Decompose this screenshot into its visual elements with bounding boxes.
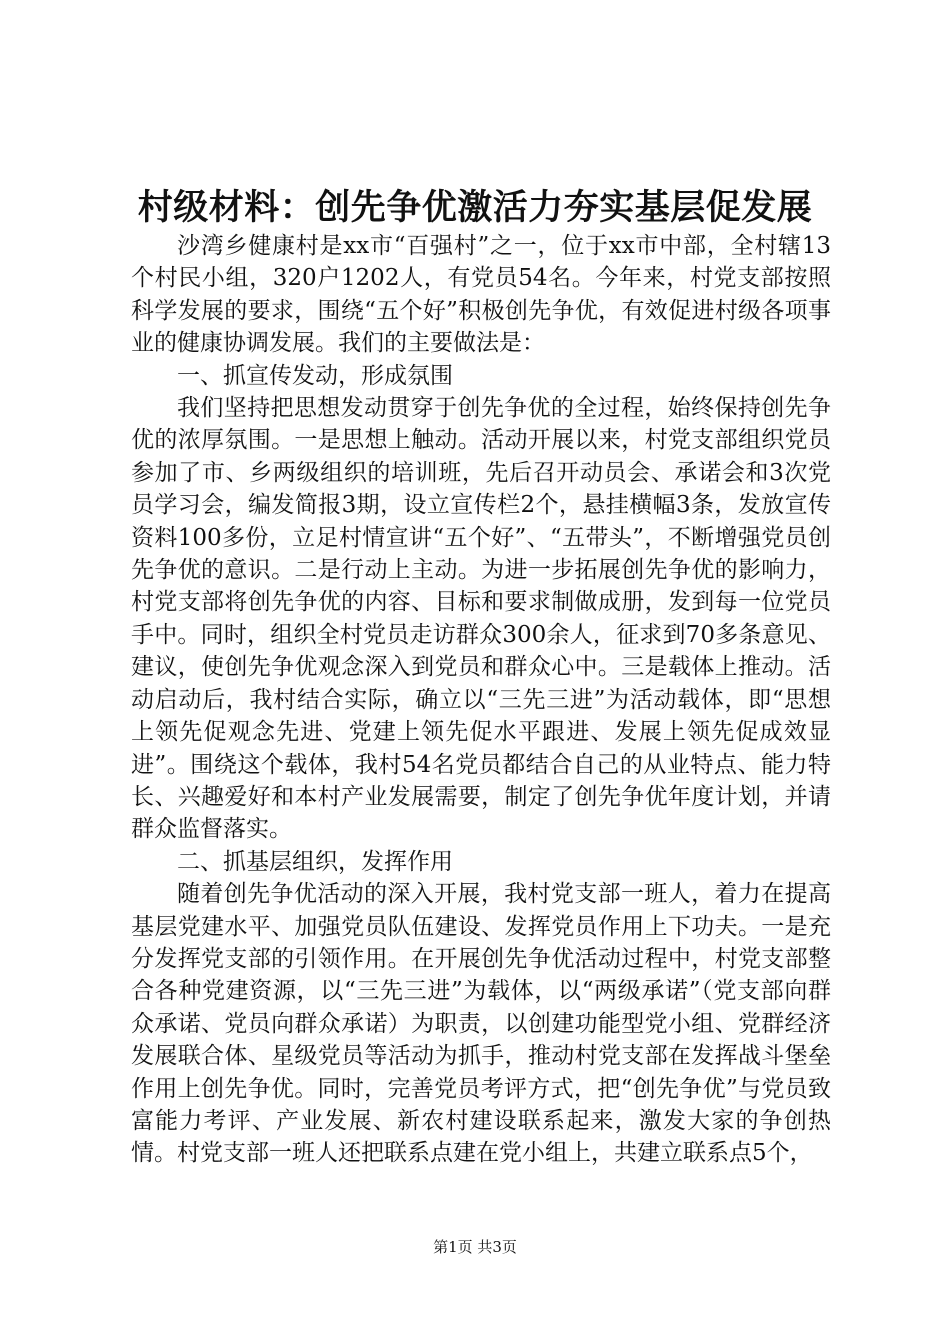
section-heading-1: 一、抓宣传发动，形成氛围 (177, 362, 453, 389)
paragraph-section-2: 随着创先争优活动的深入开展，我村党支部一班人，着力在提高基层党建水平、加强党员队伍建设、发挥党员作用上下功夫。一是充分发挥党支部的引领作用。在开展创先争优活动过程中，村党支部整合各种党建资源，以“三先三进”为载体，以“两级承诺”（党支部向群众承诺、党员向群众承诺）为职责，以创建功能型党小组、党群经济发展联合体、星级党员等活动为抓手，推动村党支部在发挥战斗堡垒作用上创先争优。同时，完善党员考评方式，把“创先争优”与党员致富能力考评、产业发展、新农村建设联系起来，激发大家的争创热情。村党支部一班人还把联系点建在党小组上，共建立联系点5个， (131, 881, 831, 1167)
page-number-footer: 第1页 共3页 (433, 1238, 517, 1256)
paragraph-section-1: 我们坚持把思想发动贯穿于创先争优的全过程，始终保持创先争优的浓厚氛围。一是思想上触动。活动开展以来，村党支部组织党员参加了市、乡两级组织的培训班，先后召开动员会、承诺会和3次党员学习会，编发简报3期，设立宣传栏2个，悬挂横幅3条，发放宣传资料100多份，立足村情宣讲“五个好”、“五带头”，不断增强党员创先争优的意识。二是行动上主动。为进一步拓展创先争优的影响力，村党支部将创先争优的内容、目标和要求制做成册，发到每一位党员手中。同时，组织全村党员走访群众300余人，征求到70多条意见、建议，使创先争优观念深入到党员和群众心中。三是载体上推动。活动启动后，我村结合实际，确立以“三先三进”为活动载体，即“思想上领先促观念先进、党建上领先促水平跟进、发展上领先促成效显进”。围绕这个载体，我村54名党员都结合自己的从业特点、能力特长、兴趣爱好和本村产业发展需要，制定了创先争优年度计划，并请群众监督落实。 (131, 395, 831, 843)
section-heading-2: 二、抓基层组织，发挥作用 (177, 848, 453, 875)
document-title: 村级材料：创先争优激活力夯实基层促发展 (137, 187, 813, 228)
paragraph-intro: 沙湾乡健康村是xx市“百强村”之一，位于xx市中部，全村辖13个村民小组，320户1202人，有党员54名。今年来，村党支部按照科学发展的要求，围绕“五个好”积极创先争优，有效促进村级各项事业的健康协调发展。我们的主要做法是： (131, 233, 831, 357)
document-body (131, 230, 831, 1170)
